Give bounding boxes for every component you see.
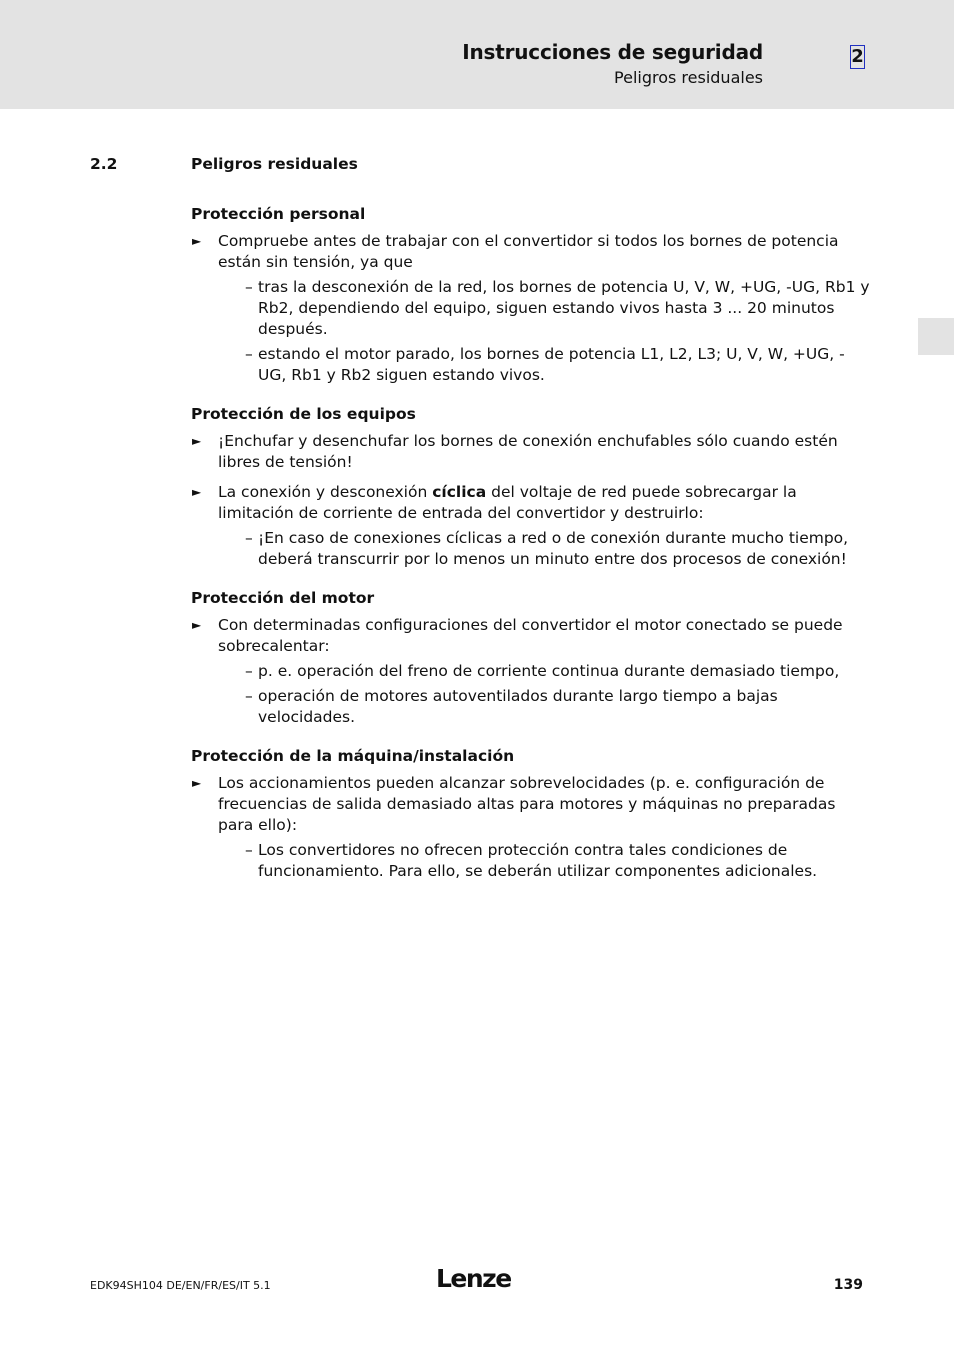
list-item — [191, 231, 871, 386]
sub-item-text: ¡En caso de conexiones cíclicas a red o de conexión durante mucho tiempo, deberá transcurrir por lo menos un minuto entre dos procesos de conexión! — [258, 529, 849, 568]
sub-item — [218, 661, 871, 682]
footer-doc-id: EDK94SH104 DE/EN/FR/ES/IT 5.1 — [90, 1279, 271, 1292]
block-motor — [191, 588, 871, 728]
sub-item — [218, 277, 871, 340]
bullet-icon: ► — [192, 234, 202, 248]
dash-mark: – — [245, 345, 253, 363]
list-item — [191, 482, 871, 570]
dash-mark: – — [245, 687, 253, 705]
header-subtitle: Peligros residuales — [614, 68, 763, 87]
bullet-icon: ► — [192, 776, 202, 790]
list-item — [191, 431, 871, 473]
list-item — [191, 773, 871, 882]
sub-item — [218, 344, 871, 386]
subheading-equipos: Protección de los equipos — [191, 405, 416, 423]
item-text: Con determinadas configuraciones del convertidor el motor conectado se puede sobrecalentar: — [218, 616, 843, 655]
dash-mark: – — [245, 841, 253, 859]
chapter-number: 2 — [851, 46, 864, 67]
item-text-after: del voltaje de red puede sobrecargar la limitación de corriente de entrada del convertidor y destruirlo: — [218, 483, 797, 522]
block-equipos — [191, 404, 871, 570]
lenze-logo: Lenze — [436, 1264, 511, 1293]
item-text: Compruebe antes de trabajar con el convertidor si todos los bornes de potencia están sin tensión, ya que — [218, 232, 839, 271]
item-text: ¡Enchufar y desenchufar los bornes de conexión enchufables sólo cuando estén libres de tensión! — [218, 432, 838, 471]
sub-item — [218, 840, 871, 882]
dash-mark: – — [245, 529, 253, 547]
header-title: Instrucciones de seguridad — [462, 40, 763, 64]
dash-mark: – — [245, 278, 253, 296]
sub-item — [218, 686, 871, 728]
sub-item-text: estando el motor parado, los bornes de potencia L1, L2, L3; U, V, W, +UG, -UG, Rb1 y Rb2 siguen estando vivos. — [258, 345, 845, 384]
content — [191, 204, 871, 900]
sub-item-text: p. e. operación del freno de corriente continua durante demasiado tiempo, — [258, 662, 840, 680]
bullet-icon: ► — [192, 618, 202, 632]
sub-item-text: Los convertidores no ofrecen protección contra tales condiciones de funcionamiento. Para ello, se deberán utilizar componentes adicionales. — [258, 841, 818, 880]
list-item — [191, 615, 871, 728]
item-text: Los accionamientos pueden alcanzar sobrevelocidades (p. e. configuración de frecuencias de salida demasiado altas para motores y máquinas no preparadas para ello): — [218, 774, 836, 834]
block-maquina — [191, 746, 871, 882]
block-personal — [191, 204, 871, 386]
item-text-bold: cíclica — [432, 483, 487, 501]
side-tab-marker — [918, 318, 954, 355]
sub-item-text: tras la desconexión de la red, los bornes de potencia U, V, W, +UG, -UG, Rb1 y Rb2, dependiendo del equipo, siguen estando vivos hasta 3 ... 20 minutos después. — [258, 278, 870, 338]
bullet-icon: ► — [192, 485, 202, 499]
item-text-before: La conexión y desconexión — [218, 483, 433, 501]
section-title: Peligros residuales — [191, 155, 358, 173]
dash-mark: – — [245, 662, 253, 680]
page-header — [0, 0, 954, 109]
sub-item — [218, 528, 871, 570]
bullet-icon: ► — [192, 434, 202, 448]
section-number: 2.2 — [90, 155, 118, 173]
subheading-maquina: Protección de la máquina/instalación — [191, 747, 515, 765]
subheading-motor: Protección del motor — [191, 589, 375, 607]
subheading-personal: Protección personal — [191, 205, 366, 223]
page-number: 139 — [833, 1277, 863, 1293]
sub-item-text: operación de motores autoventilados durante largo tiempo a bajas velocidades. — [258, 687, 778, 726]
